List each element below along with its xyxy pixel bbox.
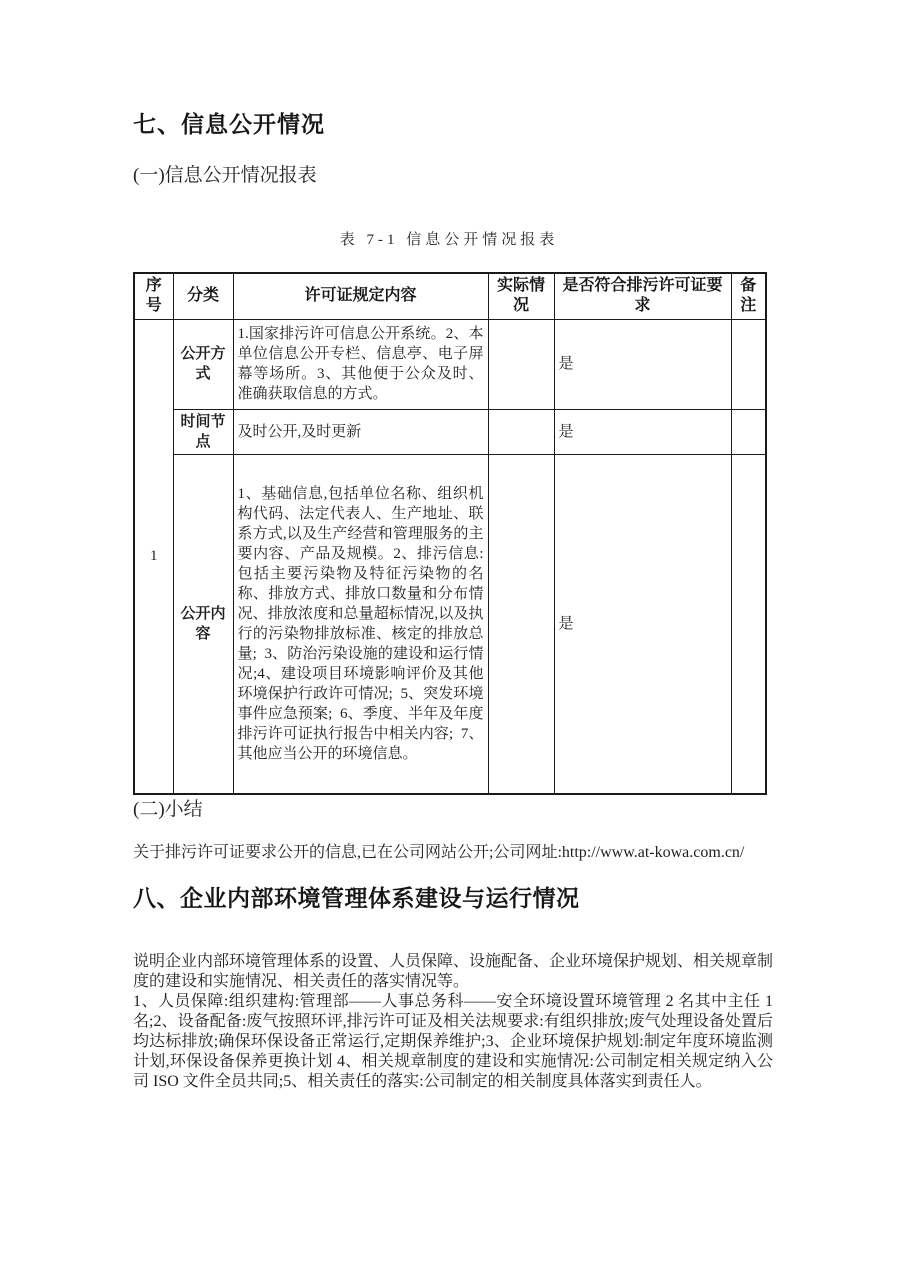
col-header-category: 分类 xyxy=(173,273,233,319)
col-header-actual: 实际情况 xyxy=(488,273,554,319)
compliance-cell: 是 xyxy=(554,409,731,454)
permit-content-cell: 1、基础信息,包括单位名称、组织机构代码、法定代表人、生产地址、联系方式,以及生产经营和管理服务的主要内容、产品及规模。2、排污信息:包括主要污染物及特征污染物的名称、排放方式、排放口数量和分布情况、排放浓度和总量超标情况,以及执行的污染物排放标准、核定的排放总量; 3、防治污染设施的建设和运行情况;4、建设项目环境影响评价及其他环境保护行政许可情况; 5、突发环境事件应急预案; 6、季度、半年及年度排污许可证执行报告中相关内容; 7、其他应当公开的环境信息。 xyxy=(233,454,488,794)
permit-content-cell: 及时公开,及时更新 xyxy=(233,409,488,454)
remark-cell xyxy=(731,454,766,794)
seq-cell: 1 xyxy=(134,319,173,794)
table-caption: 表 7-1 信息公开情况报表 xyxy=(339,232,559,248)
category-cell: 时间节点 xyxy=(173,409,233,454)
category-cell: 公开方式 xyxy=(173,319,233,409)
section-8-paragraph-1: 说明企业内部环境管理体系的设置、人员保障、设施配备、企业环境保护规划、相关规章制度的建设和实施情况、相关责任的落实情况等。 xyxy=(133,953,774,990)
col-header-compliance: 是否符合排污许可证要求 xyxy=(554,273,731,319)
actual-cell xyxy=(488,409,554,454)
subsection-7-1-heading: (一)信息公开情况报表 xyxy=(133,165,317,186)
col-header-permit-content: 许可证规定内容 xyxy=(233,273,488,319)
info-disclosure-table xyxy=(133,272,767,795)
section-7-heading: 七、信息公开情况 xyxy=(133,111,325,137)
category-cell: 公开内容 xyxy=(173,454,233,794)
remark-cell xyxy=(731,319,766,409)
table-row xyxy=(134,454,766,794)
table-row xyxy=(134,409,766,454)
remark-cell xyxy=(731,409,766,454)
table-row xyxy=(134,319,766,409)
col-header-remark: 备注 xyxy=(731,273,766,319)
actual-cell xyxy=(488,319,554,409)
compliance-cell: 是 xyxy=(554,319,731,409)
compliance-cell: 是 xyxy=(554,454,731,794)
summary-paragraph: 关于排污许可证要求公开的信息,已在公司网站公开;公司网址:http://www.at-kowa.com.cn/ xyxy=(133,844,745,861)
permit-content-cell: 1.国家排污许可信息公开系统。2、本单位信息公开专栏、信息亭、电子屏幕等场所。3、其他便于公众及时、准确获取信息的方式。 xyxy=(233,319,488,409)
section-8-heading: 八、企业内部环境管理体系建设与运行情况 xyxy=(133,885,580,911)
section-8-paragraph-2: 1、人员保障:组织建构:管理部——人事总务科——安全环境设置环境管理 2 名其中主任 1 名;2、设备配备:废气按照环评,排污许可证及相关法规要求:有组织排放;废气处理设备处置后均达标排放;确保环保设备正常运行,定期保养维护;3、企业环境保护规划:制定年度环境监测计划,环保设备保养更换计划 4、相关规章制度的建设和实施情况:公司制定相关规定纳入公司 ISO 文件全员共同;5、相关责任的落实:公司制定的相关制度具体落实到责任人。 xyxy=(133,993,773,1090)
col-header-seq: 序号 xyxy=(134,273,173,319)
actual-cell xyxy=(488,454,554,794)
section-8-body xyxy=(133,952,773,1092)
subsection-7-2-heading: (二)小结 xyxy=(133,799,203,820)
table-header-row xyxy=(134,273,766,319)
